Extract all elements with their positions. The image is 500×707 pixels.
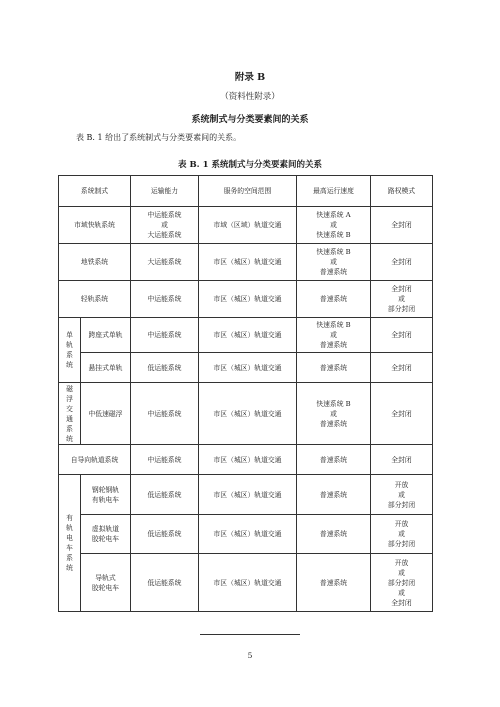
speed-cell: 普速系统 [297, 445, 371, 475]
capacity-cell: 低运能系统 [131, 554, 199, 612]
scope-cell: 市区（城区）轨道交通 [199, 515, 297, 554]
appendix-type: （资料性附录） [220, 92, 280, 102]
right-of-way-cell: 全封闭 或 部分封闭 [371, 281, 433, 318]
capacity-cell: 大运能系统 [131, 244, 199, 281]
capacity-cell: 中运能系统 [131, 445, 199, 475]
speed-cell: 快速系统 B 或 普速系统 [297, 318, 371, 353]
appendix-label: 附录 B [234, 72, 266, 83]
table-row [59, 515, 433, 554]
header-cell: 最高运行速度 [297, 176, 371, 207]
right-of-way-cell: 全封闭 [371, 353, 433, 383]
system-cell: 轻轨系统 [59, 281, 131, 318]
right-of-way-cell: 开放 或 部分封闭 [371, 515, 433, 554]
capacity-cell: 低运能系统 [131, 515, 199, 554]
group-cell: 单 轨 系 统 [59, 318, 81, 383]
scope-cell: 市区（城区）轨道交通 [199, 281, 297, 318]
header-cell: 服务的空间范围 [199, 176, 297, 207]
scope-cell: 市区（城区）轨道交通 [199, 445, 297, 475]
scope-cell: 市域（区域）轨道交通 [199, 207, 297, 244]
table-row [59, 554, 433, 612]
header-cell: 路权模式 [371, 176, 433, 207]
table-row [59, 207, 433, 244]
speed-cell: 普速系统 [297, 475, 371, 515]
table-row [59, 475, 433, 515]
table-row [59, 281, 433, 318]
system-cell: 自导向轨道系统 [59, 445, 131, 475]
header-cell: 系统制式 [59, 176, 131, 207]
scope-cell: 市区（城区）轨道交通 [199, 554, 297, 612]
capacity-cell: 中运能系统 [131, 383, 199, 445]
page-number: 5 [247, 651, 253, 660]
capacity-cell: 低运能系统 [131, 353, 199, 383]
table-row [59, 244, 433, 281]
system-cell: 虚拟轨道 胶轮电车 [81, 515, 131, 554]
scope-cell: 市区（城区）轨道交通 [199, 318, 297, 353]
scope-cell: 市区（城区）轨道交通 [199, 383, 297, 445]
appendix-title: 系统制式与分类要素间的关系 [191, 115, 309, 125]
right-of-way-cell: 全封闭 [371, 445, 433, 475]
scope-cell: 市区（城区）轨道交通 [199, 475, 297, 515]
table-row [59, 383, 433, 445]
group-cell: 有 轨 电 车 系 统 [59, 475, 81, 612]
table-row [59, 318, 433, 353]
right-of-way-cell: 开放 或 部分封闭 [371, 475, 433, 515]
speed-cell: 普速系统 [297, 515, 371, 554]
table-row [59, 353, 433, 383]
capacity-cell: 中运能系统 [131, 281, 199, 318]
system-cell: 市域快轨系统 [59, 207, 131, 244]
speed-cell: 快速系统 A 或 快速系统 B [297, 207, 371, 244]
header-cell: 运输能力 [131, 176, 199, 207]
system-cell: 钢轮钢轨 有轨电车 [81, 475, 131, 515]
speed-cell: 快速系统 B 或 普速系统 [297, 383, 371, 445]
capacity-cell: 中运能系统 [131, 318, 199, 353]
system-cell: 跨座式单轨 [81, 318, 131, 353]
system-cell: 中低速磁浮 [81, 383, 131, 445]
right-of-way-cell: 全封闭 [371, 383, 433, 445]
speed-cell: 普速系统 [297, 554, 371, 612]
system-cell: 导轨式 胶轮电车 [81, 554, 131, 612]
table-row [59, 445, 433, 475]
right-of-way-cell: 全封闭 [371, 207, 433, 244]
scope-cell: 市区（城区）轨道交通 [199, 244, 297, 281]
intro-paragraph: 表 B. 1 给出了系统制式与分类要素间的关系。 [76, 133, 242, 142]
right-of-way-cell: 全封闭 [371, 244, 433, 281]
right-of-way-cell: 开放 或 部分封闭 或 全封闭 [371, 554, 433, 612]
group-cell: 磁 浮 交 通 系 统 [59, 383, 81, 445]
system-classification-table [58, 175, 433, 612]
scope-cell: 市区（城区）轨道交通 [199, 353, 297, 383]
table-header-row [59, 176, 433, 207]
table-caption: 表 B. 1 系统制式与分类要素间的关系 [178, 160, 322, 170]
right-of-way-cell: 全封闭 [371, 318, 433, 353]
system-cell: 悬挂式单轨 [81, 353, 131, 383]
capacity-cell: 低运能系统 [131, 475, 199, 515]
speed-cell: 快速系统 B 或 普速系统 [297, 244, 371, 281]
system-cell: 地铁系统 [59, 244, 131, 281]
speed-cell: 普速系统 [297, 353, 371, 383]
capacity-cell: 中运能系统 或 大运能系统 [131, 207, 199, 244]
footer-divider [200, 634, 300, 635]
speed-cell: 普速系统 [297, 281, 371, 318]
